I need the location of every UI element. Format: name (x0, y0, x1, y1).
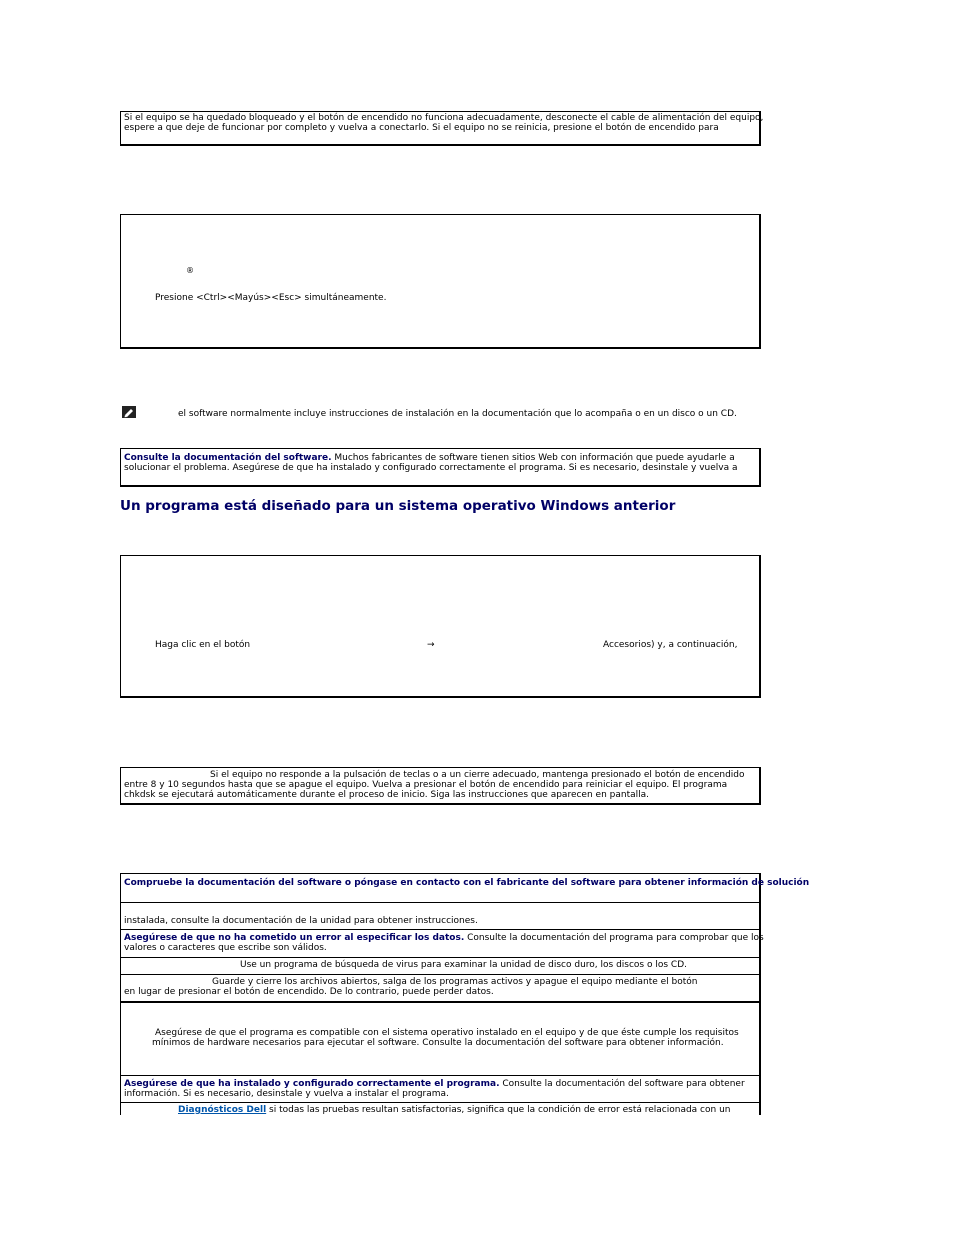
section-heading: Un programa está diseñado para un sistema operativo Windows anterior (120, 498, 676, 514)
table-row (121, 902, 759, 929)
row7-line1-text: Consulte la documentación del software para obtener (499, 1079, 745, 1089)
ctrl-shift-esc-step: Presione <Ctrl><Mayús><Esc> simultáneamente. (155, 293, 387, 303)
power-button-box (120, 111, 764, 146)
box3-line1 (124, 453, 735, 464)
dell-diagnostics-link[interactable]: Diagnósticos Dell (178, 1105, 267, 1115)
task-manager-box (120, 214, 761, 349)
row3-bold: Asegúrese de que no ha cometido un error al especificar los datos. (124, 933, 465, 943)
row5-line1: Guarde y cierre los archivos abiertos, salga de los programas activos y apague el equipo mediante el botón (212, 977, 698, 987)
row4-text: Use un programa de búsqueda de virus para examinar la unidad de disco duro, los discos o los CD. (240, 960, 687, 970)
box1-line2: espere a que deje de funcionar por completo y vuelva a conectarlo. Si el equipo no se reinicia, presione el botón de encendido para (124, 123, 719, 133)
table-row (121, 1001, 759, 1075)
box1-line1: Si el equipo se ha quedado bloqueado y el botón de encendido no funciona adecuadamente, desconecte el cable de alimentación del equipo, (124, 113, 764, 123)
registered-mark: ® (186, 266, 194, 275)
box4-accessories: Accesorios) y, a continuación, (603, 640, 738, 650)
row8-line (178, 1105, 730, 1116)
row3-line1 (124, 933, 764, 944)
row7-line2: información. Si es necesario, desinstale y vuelva a instalar el programa. (124, 1089, 449, 1099)
row7-line1 (124, 1079, 745, 1090)
pencil-note-icon (122, 406, 136, 418)
compatibility-wizard-box (120, 555, 761, 698)
row6-line2: mínimos de hardware necesarios para ejecutar el software. Consulte la documentación del software para obtener información. (152, 1038, 724, 1048)
arrow-icon: → (427, 640, 435, 650)
row2-text: instalada, consulte la documentación de la unidad para obtener instrucciones. (124, 916, 478, 926)
row3-line2: valores o caracteres que escribe son válidos. (124, 943, 327, 953)
box5-line2: entre 8 y 10 segundos hasta que se apague el equipo. Vuelva a presionar el botón de encendido para reiniciar el equipo. El programa (124, 780, 728, 790)
box4-click-start: Haga clic en el botón (155, 640, 251, 650)
table-row (121, 1075, 759, 1102)
row8-text: si todas las pruebas resultan satisfactorias, significa que la condición de error está relacionada con un (266, 1105, 731, 1115)
other-problems-table (120, 873, 810, 1115)
note-text: el software normalmente incluye instrucciones de instalación en la documentación que lo acompaña o en un disco o un CD. (178, 409, 737, 419)
box3-line2: solucionar el problema. Asegúrese de que ha instalado y configurado correctamente el programa. Si es necesario, desinstale y vuelva a (124, 463, 738, 473)
table-row (121, 1102, 759, 1116)
row3-line1-text: Consulte la documentación del programa para comprobar que los (464, 933, 764, 943)
software-doc-box (120, 448, 761, 487)
row6-line1: Asegúrese de que el programa es compatible con el sistema operativo instalado en el equipo y de que éste cumple los requisitos (155, 1028, 739, 1038)
box3-line1-text: Muchos fabricantes de software tienen sitios Web con información que puede ayudarle a (331, 453, 735, 463)
box5-line1: Si el equipo no responde a la pulsación de teclas o a un cierre adecuado, mantenga presionado el botón de encendido (210, 770, 745, 780)
box5-line3: chkdsk se ejecutará automáticamente durante el proceso de inicio. Siga las instrucciones que aparecen en pantalla. (124, 790, 649, 800)
table-row (121, 974, 759, 1001)
row7-bold: Asegúrese de que ha instalado y configurado correctamente el programa. (124, 1079, 500, 1089)
table-row (121, 957, 759, 974)
row5-line2: en lugar de presionar el botón de encendido. De lo contrario, puede perder datos. (124, 987, 494, 997)
table-row (121, 874, 810, 902)
table-row (121, 929, 764, 957)
row1-bold: Compruebe la documentación del software o póngase en contacto con el fabricante del software para obtener información de solución (124, 878, 810, 888)
box3-bold: Consulte la documentación del software. (124, 453, 332, 463)
restart-box (120, 767, 761, 805)
